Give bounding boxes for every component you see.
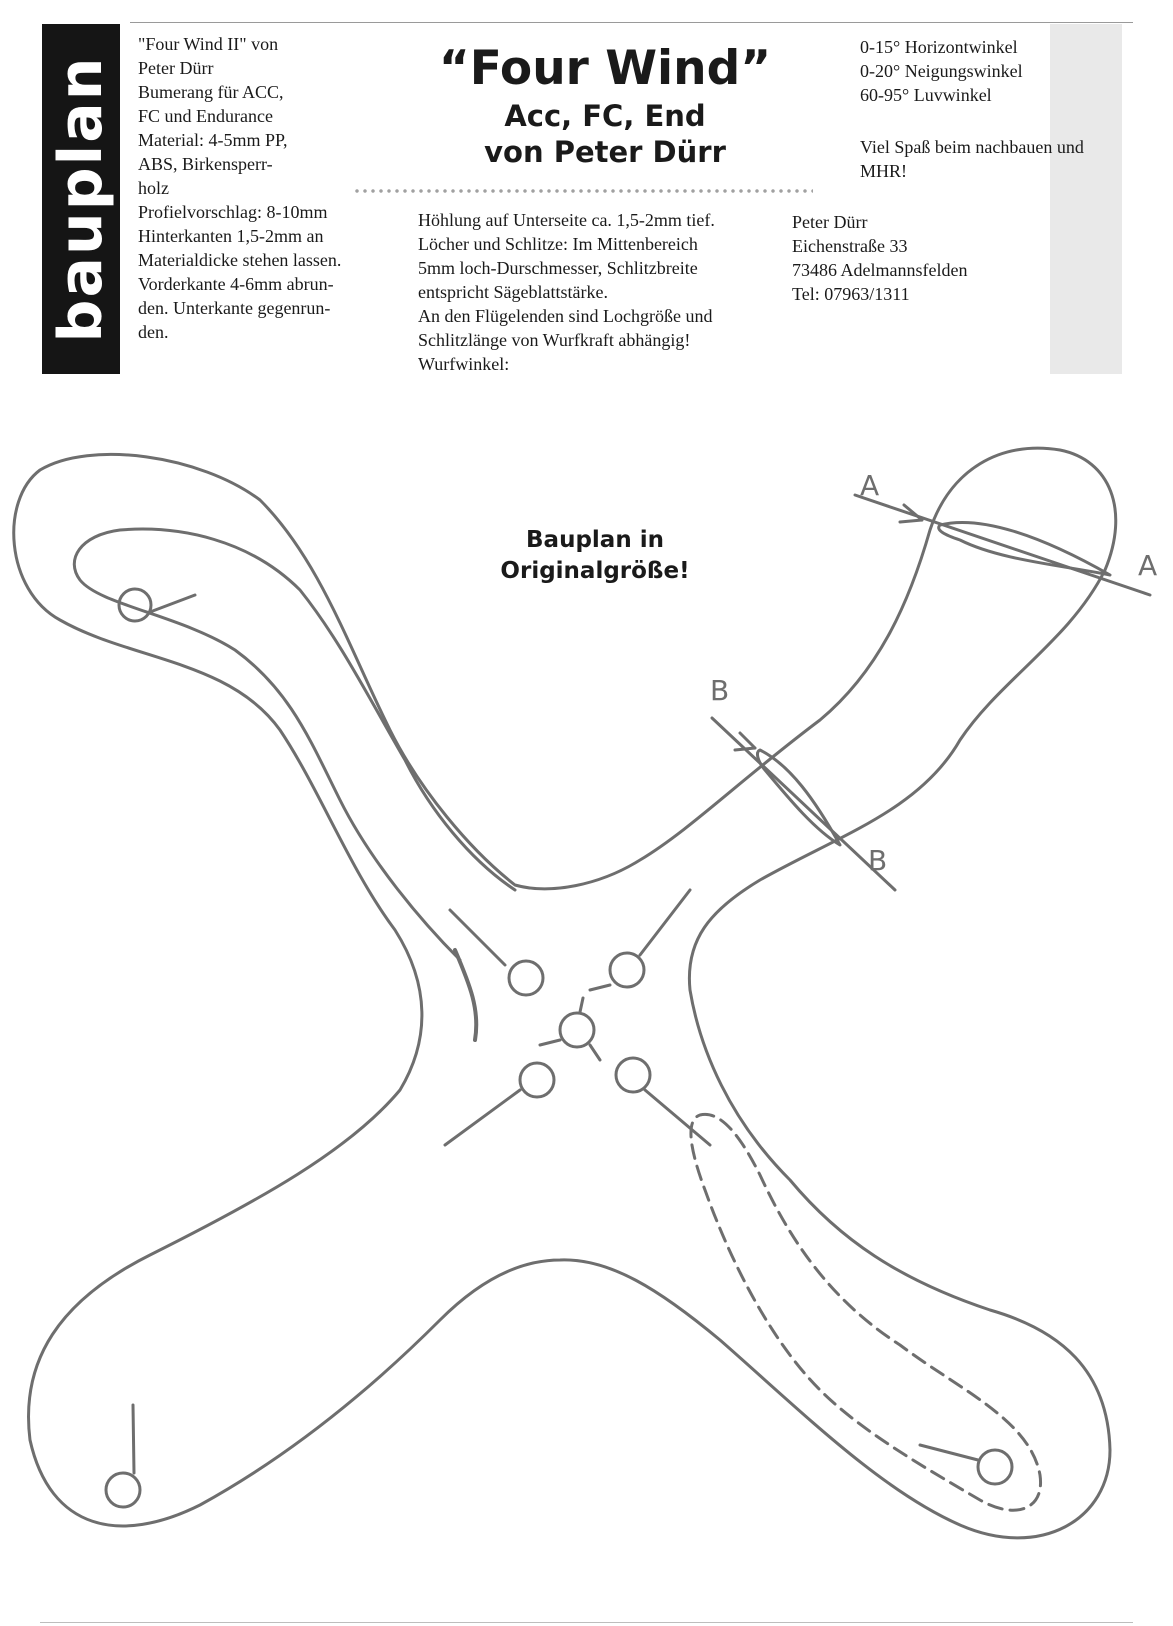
wish-line: Viel Spaß beim nachbauen und — [860, 137, 1084, 157]
slit-center-right — [640, 890, 690, 955]
hole-center-lower-left — [520, 1063, 554, 1097]
closing-wish — [860, 135, 1130, 183]
intro-line: den. — [138, 322, 169, 342]
original-size-callout — [470, 525, 720, 587]
angle-line: 0-15° Horizontwinkel — [860, 37, 1018, 57]
intro-line: "Four Wind II" von — [138, 34, 279, 54]
center-slot-right — [590, 985, 610, 990]
dotted-divider — [353, 187, 813, 195]
address-line: 73486 Adelmannsfelden — [792, 260, 968, 280]
middle-line: 5mm loch-Durschmesser, Schlitzbreite — [418, 258, 698, 278]
middle-line: An den Flügelenden sind Lochgröße und — [418, 306, 713, 326]
intro-line: Materialdicke stehen lassen. — [138, 250, 342, 270]
intro-line: den. Unterkante gegenrun- — [138, 298, 331, 318]
middle-column — [418, 208, 763, 376]
intro-line: Peter Dürr — [138, 58, 214, 78]
middle-line: Höhlung auf Unterseite ca. 1,5-2mm tief. — [418, 210, 715, 230]
slit-center-lower-left — [445, 1090, 520, 1145]
callout-line: Originalgröße! — [500, 558, 690, 584]
bottom-rule — [40, 1622, 1133, 1623]
section-a-label-top: A — [860, 469, 880, 502]
address-line: Eichenstraße 33 — [792, 236, 908, 256]
title-block — [410, 40, 800, 170]
throw-angles — [860, 35, 1130, 107]
section-b-label-bottom: B — [868, 844, 888, 877]
hole-center-left — [509, 961, 543, 995]
intro-line: ABS, Birkensperr- — [138, 154, 273, 174]
intro-column — [138, 32, 388, 344]
angle-line: 0-20° Neigungswinkel — [860, 61, 1023, 81]
middle-line: Löcher und Schlitze: Im Mittenbereich — [418, 234, 698, 254]
slit-upper-left-wing — [150, 595, 195, 612]
slit-center-lower-right — [645, 1090, 710, 1145]
intro-line: FC und Endurance — [138, 106, 273, 126]
section-b-label-top: B — [710, 674, 730, 707]
slit-center-b — [590, 1045, 600, 1060]
hole-center-right — [610, 953, 644, 987]
middle-line: Schlitzlänge von Wurfkraft abhängig! — [418, 330, 691, 350]
callout-line: Bauplan in — [526, 527, 664, 553]
intro-line: Vorderkante 4-6mm abrun- — [138, 274, 334, 294]
intro-line: Profielvorschlag: 8-10mm — [138, 202, 328, 222]
section-a-label-bottom: A — [1138, 549, 1158, 582]
angle-line: 60-95° Luvwinkel — [860, 85, 992, 105]
section-tab-label: bauplan — [46, 55, 116, 343]
hole-lower-right-wing — [978, 1450, 1012, 1484]
boomerang-outline — [14, 448, 1116, 1538]
page-subtitle: Acc, FC, End — [504, 99, 706, 133]
address-line: Peter Dürr — [792, 212, 868, 232]
hole-center-lower-right — [616, 1058, 650, 1092]
section-a-profile — [939, 522, 1110, 575]
slit-center-c — [580, 998, 583, 1012]
center-slot-left — [455, 950, 476, 1040]
slit-lower-right-wing — [920, 1445, 978, 1460]
hole-center — [560, 1013, 594, 1047]
section-tab — [42, 24, 120, 374]
middle-line: Wurfwinkel: — [418, 354, 510, 374]
hole-lower-left-wing — [106, 1473, 140, 1507]
slit-center-a — [540, 1040, 560, 1045]
intro-line: Material: 4-5mm PP, — [138, 130, 288, 150]
author-address — [792, 210, 1012, 306]
slit-lower-left-wing — [133, 1405, 134, 1473]
section-a-line — [855, 495, 1150, 595]
address-line: Tel: 07963/1311 — [792, 284, 910, 304]
wish-line: MHR! — [860, 161, 908, 181]
intro-line: Bumerang für ACC, — [138, 82, 284, 102]
page-title: “Four Wind” — [438, 41, 772, 96]
page-author: von Peter Dürr — [484, 135, 726, 169]
top-rule — [130, 22, 1133, 23]
middle-line: entspricht Sägeblattstärke. — [418, 282, 608, 302]
intro-line: Hinterkanten 1,5-2mm an — [138, 226, 324, 246]
intro-line: holz — [138, 178, 169, 198]
profile-line-upper-left — [74, 529, 515, 960]
boomerang-plan — [0, 430, 1173, 1610]
